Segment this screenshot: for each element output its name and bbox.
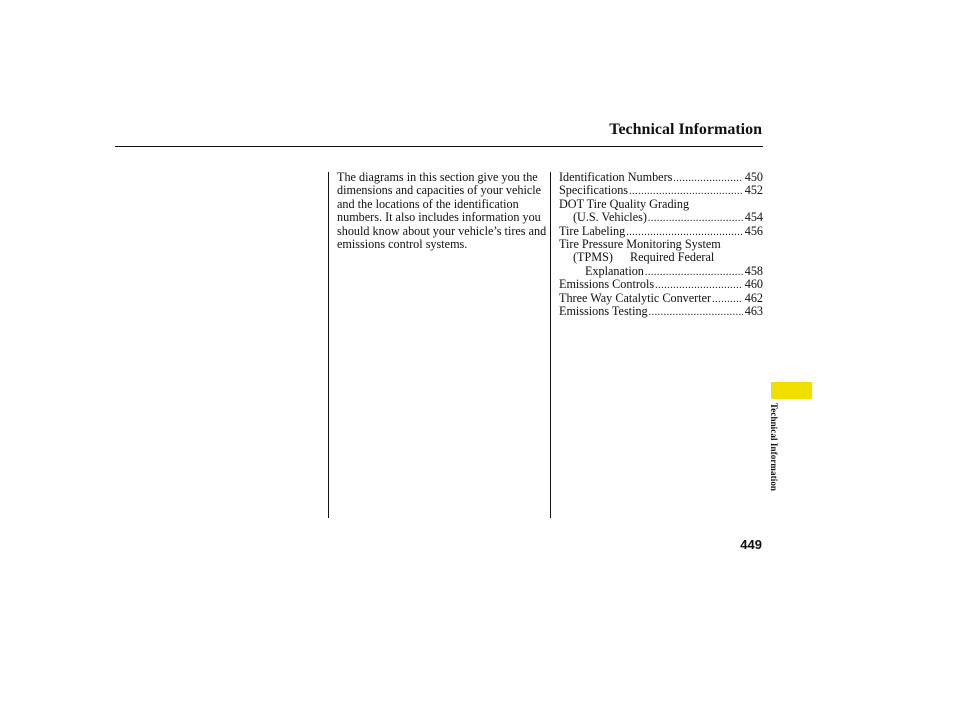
toc-item-label: Emissions Testing: [559, 303, 648, 318]
toc-leader-dots: [649, 306, 743, 319]
toc-item-label: Specifications: [559, 183, 629, 198]
toc-item-dot-tire-quality-line1[interactable]: [559, 198, 763, 211]
toc-item-label: (TPMS): [573, 250, 613, 265]
column-divider-right: [550, 172, 551, 518]
toc-item-label: Required Federal: [629, 250, 715, 265]
page-number: 449: [740, 537, 762, 552]
toc-leader-dots: [645, 266, 743, 279]
toc-item-page: 456: [744, 223, 763, 238]
toc-item-tire-labeling[interactable]: [559, 225, 763, 238]
toc-leader-dots: [648, 212, 743, 225]
intro-paragraph: The diagrams in this section give you the dimensions and capacities of your vehicle and the locations of the identification numbers. It also includes information you should know about your vehicle’s tires and emissions control systems.: [337, 170, 547, 252]
column-divider-left: [328, 172, 329, 518]
toc-item-page: 458: [744, 263, 763, 278]
section-tab-label: Technical Information: [769, 403, 779, 492]
toc-item-tpms-line1[interactable]: [559, 238, 763, 251]
toc-item-emissions-testing[interactable]: [559, 305, 763, 318]
toc-item-catalytic-converter[interactable]: [559, 292, 763, 305]
toc-item-identification-numbers[interactable]: [559, 171, 763, 184]
toc-item-label: Explanation: [585, 263, 644, 278]
toc-item-emissions-controls[interactable]: [559, 278, 763, 291]
toc-leader-dots: [673, 172, 742, 185]
toc-item-page: 462: [744, 290, 763, 305]
section-tab-marker[interactable]: [771, 382, 812, 399]
toc-item-page: 450: [744, 170, 763, 184]
toc-item-label: Tire Labeling: [559, 223, 626, 238]
toc-item-label: DOT Tire Quality Grading: [559, 196, 690, 211]
toc-item-page: 454: [744, 210, 763, 225]
toc-item-page: 460: [744, 277, 763, 292]
toc-item-label: Identification Numbers: [559, 170, 673, 184]
toc-item-page: 452: [744, 183, 763, 198]
toc-item-label: Tire Pressure Monitoring System: [559, 236, 721, 251]
table-of-contents: [559, 171, 763, 318]
header-divider: [115, 146, 763, 147]
section-title: Technical Information: [609, 121, 762, 138]
toc-leader-dots: [712, 293, 743, 306]
toc-item-page: 463: [744, 303, 763, 318]
toc-item-tpms-line2[interactable]: [559, 251, 763, 264]
toc-item-label: Emissions Controls: [559, 277, 655, 292]
toc-item-dot-tire-quality-line2[interactable]: [559, 211, 763, 224]
toc-item-tpms-line3[interactable]: [559, 265, 763, 278]
toc-item-label: Three Way Catalytic Converter: [559, 290, 712, 305]
toc-item-specifications[interactable]: [559, 184, 763, 197]
toc-item-label: (U.S. Vehicles): [573, 210, 647, 225]
